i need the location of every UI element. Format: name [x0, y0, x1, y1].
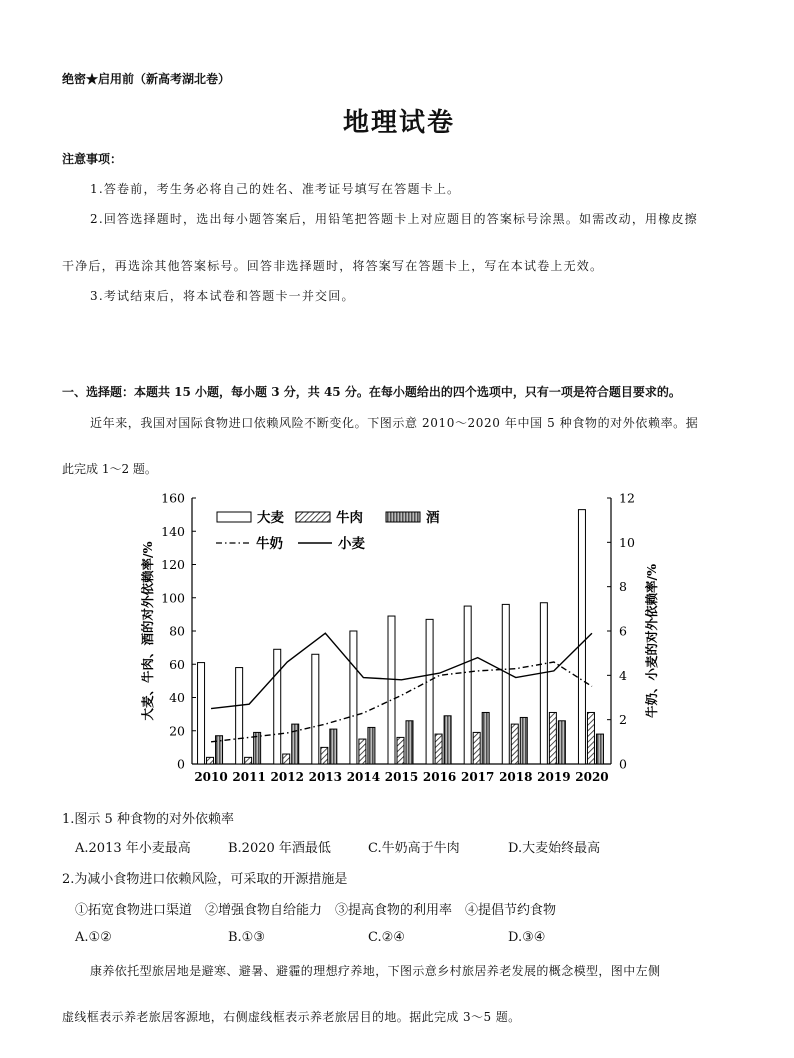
section-heading: 一、选择题：本题共 15 小题，每小题 3 分，共 45 分。在每小题给出的四个选项中，只有一项是符合题目要求的。 [62, 385, 681, 399]
bar-大麦-2014 [350, 631, 357, 764]
bar-牛肉-2010 [207, 757, 214, 764]
question-2-option-c[interactable]: C.②④ [368, 930, 405, 945]
bar-牛肉-2011 [245, 757, 252, 764]
notice-item-2: 2.回答选择题时，选出每小题答案后，用铅笔把答题卡上对应题目的答案标号涂黑。如需改动，用橡皮擦 [90, 212, 698, 226]
right-tick-label: 2 [619, 712, 627, 728]
question-2-statements: ①拓宽食物进口渠道 ②增强食物自给能力 ③提高食物的利用率 ④提倡节约食物 [75, 903, 557, 918]
question-2-stem: 2.为减小食物进口依赖风险，可采取的开源措施是 [62, 872, 348, 887]
left-tick-label: 140 [161, 523, 185, 539]
intro-line-1: 近年来，我国对国际食物进口依赖风险不断变化。下图示意 2010～2020 年中国 5 种食物的对外依赖率。据 [90, 416, 699, 430]
x-tick-label: 2015 [384, 770, 419, 784]
bar-牛肉-2016 [435, 734, 442, 764]
left-tick-label: 60 [169, 656, 185, 672]
bar-酒-2020 [596, 734, 603, 764]
bar-牛肉-2019 [549, 712, 556, 764]
question-1-stem: 1.图示 5 种食物的对外依赖率 [62, 812, 234, 827]
bar-酒-2019 [558, 721, 565, 764]
bar-大麦-2010 [198, 663, 205, 764]
bar-大麦-2011 [236, 668, 243, 764]
question-1-option-d[interactable]: D.大麦始终最高 [508, 841, 601, 856]
bar-牛肉-2020 [587, 712, 594, 764]
x-tick-label: 2019 [537, 770, 571, 784]
notice-item-1: 1.答卷前，考生务必将自己的姓名、准考证号填写在答题卡上。 [90, 182, 461, 196]
bar-大麦-2016 [426, 619, 433, 764]
bar-酒-2013 [330, 729, 337, 764]
left-tick-label: 0 [177, 756, 185, 772]
left-tick-label: 120 [161, 557, 185, 572]
x-tick-label: 2014 [346, 770, 381, 784]
x-tick-label: 2013 [308, 770, 343, 784]
question-2-option-d[interactable]: D.③④ [508, 930, 546, 945]
bar-牛肉-2017 [473, 732, 480, 764]
legend-label-小麦: 小麦 [338, 536, 365, 552]
passage-line-1: 康养依托型旅居地是避寒、避暑、避霾的理想疗养地，下图示意乡村旅居养老发展的概念模型，图中左侧 [90, 964, 661, 978]
page-title: 地理试卷 [343, 108, 456, 138]
bar-大麦-2012 [274, 649, 281, 764]
bar-大麦-2020 [578, 510, 585, 764]
right-axis-title: 牛奶、小麦的对外依赖率/% [644, 564, 659, 718]
line-小麦 [211, 633, 592, 708]
legend-label-酒: 酒 [426, 510, 440, 526]
right-tick-label: 10 [619, 534, 635, 550]
left-tick-label: 160 [161, 490, 185, 506]
notice-item-2-cont: 干净后，再选涂其他答案标号。回答非选择题时，将答案写在答题卡上，写在本试卷上无效。 [62, 259, 604, 273]
notice-heading: 注意事项： [62, 152, 123, 166]
intro-line-2: 此完成 1～2 题。 [62, 462, 157, 476]
legend-swatch-酒 [386, 512, 420, 522]
legend-label-牛肉: 牛肉 [336, 510, 363, 526]
bar-大麦-2015 [388, 616, 395, 764]
question-2-option-b[interactable]: B.①③ [228, 930, 265, 945]
notice-item-3: 3.考试结束后，将本试卷和答题卡一并交回。 [90, 289, 355, 303]
confidential-label: 绝密★启用前（新高考湖北卷） [62, 72, 231, 86]
x-tick-label: 2011 [232, 770, 266, 784]
x-tick-label: 2017 [460, 770, 495, 784]
x-tick-label: 2018 [499, 770, 533, 784]
left-tick-label: 40 [169, 690, 185, 705]
x-tick-label: 2016 [422, 770, 457, 784]
left-tick-label: 80 [169, 623, 185, 639]
x-tick-label: 2010 [194, 770, 228, 784]
bar-牛肉-2018 [511, 724, 518, 764]
x-tick-label: 2012 [270, 770, 304, 784]
right-tick-label: 6 [619, 623, 627, 639]
right-tick-label: 0 [619, 756, 627, 772]
passage-line-2: 虚线框表示养老旅居客源地，右侧虚线框表示养老旅居目的地。据此完成 3～5 题。 [62, 1010, 521, 1024]
left-tick-label: 20 [169, 723, 185, 739]
bar-酒-2014 [368, 727, 375, 764]
right-tick-label: 4 [619, 667, 627, 683]
question-1-option-b[interactable]: B.2020 年酒最低 [228, 841, 331, 856]
left-axis-title: 大麦、牛肉、酒的对外依赖率/% [140, 541, 155, 721]
question-1-option-a[interactable]: A.2013 年小麦最高 [75, 841, 191, 856]
legend-label-牛奶: 牛奶 [256, 536, 283, 552]
bar-牛肉-2015 [397, 737, 404, 764]
legend-swatch-大麦 [217, 512, 251, 522]
x-tick-label: 2020 [575, 770, 609, 784]
bar-酒-2010 [216, 736, 223, 764]
bar-大麦-2017 [464, 606, 471, 764]
bar-大麦-2018 [502, 604, 509, 764]
bar-大麦-2019 [540, 603, 547, 764]
bar-牛肉-2014 [359, 739, 366, 764]
question-1-option-c[interactable]: C.牛奶高于牛肉 [368, 841, 460, 856]
legend-label-大麦: 大麦 [257, 510, 284, 526]
bar-牛肉-2013 [321, 747, 328, 764]
bar-酒-2012 [292, 724, 299, 764]
bar-酒-2015 [406, 721, 413, 764]
bar-牛肉-2012 [283, 754, 290, 764]
right-tick-label: 8 [619, 579, 627, 595]
right-tick-label: 12 [619, 490, 635, 506]
legend-swatch-牛肉 [296, 512, 330, 522]
left-tick-label: 100 [161, 590, 185, 606]
bar-酒-2017 [482, 712, 489, 764]
bar-酒-2018 [520, 717, 527, 764]
bar-酒-2016 [444, 716, 451, 764]
bar-大麦-2013 [312, 654, 319, 764]
question-2-option-a[interactable]: A.①② [75, 930, 112, 945]
